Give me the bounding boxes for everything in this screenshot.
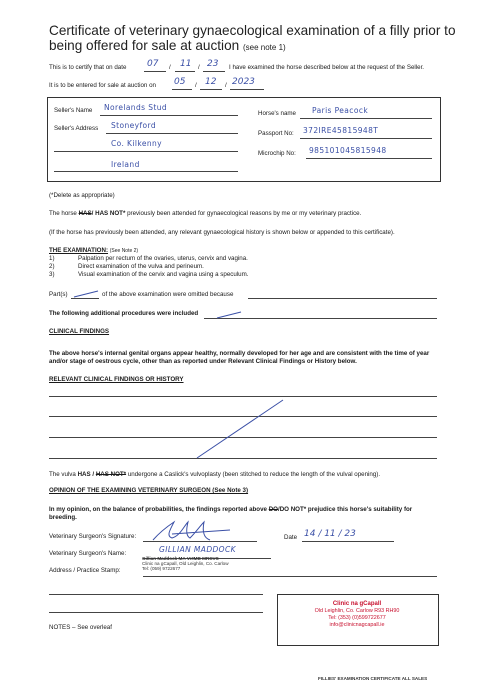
- previous-history-note: (If the horse has previously been attended, any relevant gynaecological history is shown below or appended to this certificate).: [49, 229, 395, 236]
- seller-address-line-3[interactable]: Ireland: [111, 160, 140, 169]
- clinical-statement-1: The above horse's internal genital organs appear healthy, normally developed for her age and are consistent with the time of year: [49, 350, 430, 357]
- seller-name-label: Seller's Name: [54, 107, 93, 114]
- certify-line: This is to certify that on date: [49, 64, 127, 71]
- passport-field[interactable]: 372IRE45815948T: [303, 126, 379, 135]
- vet-name-field[interactable]: GILLIAN MADDOCK: [159, 545, 236, 554]
- vet-signature[interactable]: [150, 518, 240, 544]
- sale-line: It is to be entered for sale at auction on: [49, 82, 156, 89]
- examination-item-1: 1) Palpation per rectum of the ovaries, uterus, cervix and vagina.: [49, 255, 248, 262]
- additional-label: The following additional procedures were included: [49, 310, 199, 317]
- title-line-2: being offered for sale at auction (see note 1): [49, 38, 286, 53]
- signature-label: Veterinary Surgeon's Signature:: [49, 533, 137, 540]
- sale-year[interactable]: 2023: [232, 77, 255, 87]
- signature-date[interactable]: 14 / 11 / 23: [304, 529, 356, 539]
- date-label: Date: [284, 534, 298, 541]
- certify-day[interactable]: 07: [147, 59, 159, 69]
- clinic-stamp: Clinic na gCapall Old Leighlin, Co. Carlow R93 RH90 Tel: (353) (0)599722677 info@clinicnagcapall.ie: [314, 601, 400, 628]
- additional-dash-mark: [216, 311, 242, 319]
- address-stamp-label: Address / Practice Stamp:: [49, 567, 121, 574]
- microchip-field[interactable]: 985101045815948: [309, 146, 387, 155]
- horse-name-label: Horse's name: [258, 110, 296, 117]
- seller-address-label: Seller's Address: [54, 125, 99, 132]
- clinical-statement-2: and/or stage of oestrous cycle, other than as reported under Relevant Clinical Findings or History below.: [49, 358, 357, 365]
- clinical-heading: CLINICAL FINDINGS: [49, 328, 110, 335]
- parts-text: of the above examination were omitted because: [102, 291, 234, 298]
- sale-day[interactable]: 05: [174, 77, 186, 87]
- certify-month[interactable]: 11: [180, 59, 192, 69]
- vulva-line: The vulva HAS / HAS NOT* undergone a Caslick's vulvoplasty (been stitched to reduce the length of the vulval opening).: [49, 471, 381, 478]
- parts-dash-mark: [73, 289, 99, 299]
- certify-year[interactable]: 23: [207, 59, 219, 69]
- seller-address-line-2[interactable]: Co. Kilkenny: [111, 139, 162, 148]
- certificate-page: Certificate of veterinary gynaecological examination of a filly prior to being offered for sale at auction (see note 1) This is to certify that on date 07 / 11 / 23 I have examined the horse described below at the request of the Seller. It is to be entered for sale at auction on 05 / 12 / 2023 Seller's Name Norelands Stud Seller's Address Stoneyford Co. Kilkenny Ireland Horse's name Paris Peacock Passport No: 372IRE45815948T Microchip No: 985101045815948 (*Delete as appropriate) The horse HAS/ HAS NOT* previously been attended for gynaecological reasons by me or my veterinary practice. (If the horse has previously been attended, any relevant gynaecological history is shown below or appended to this certificate). THE EXAMINATION: (See Note 2) 1) Palpation per rectum of the ovaries, uterus, cervix and vagina. 2) Direct examination of the vulva and perineum. 3) Visual examination of the cervix and vagina using a speculum. Part(s) of the above examination were omitted because The following additional procedures were included CLINICAL FINDINGS The above horse's internal genital organs appear healthy, normally developed for her age and are consistent with the time of year and/or stage of oestrous cycle, other than as reported under Relevant Clinical Findings or History below. RELEVANT CLINICAL FINDINGS OR HISTORY The vulva HAS / HAS NOT* undergone a Caslick's vulvoplasty (been stitched to reduce the length of the vulval opening). OPINION OF THE EXAMINING VETERINARY SURGEON (See Note 3) In my opinion, on the balance of probabilities, the findings reported above DO/DO NOT* prejudice this horse's suitability for breeding. Veterinary Surgeon's Signature: Date 14 / 11 / 23 Veterinary Surgeon's Name: GILLIAN MADDOCK Address / Practice Stamp: Gillian Maddock MA VetMB MRCVS Clinic na gCapall, Old Leighlin, Co. Carlow Tel: (059) 9722677 Clinic na gCapall Old Leighlin, Co. Carlow R93 RH90 Tel: (353) (0)599722677 info@clinicnagcapall.ie NOTES – See overleaf FILLIES' EXAMINATION CERTIFICATE ALL SALES: [49, 23, 456, 681]
- seller-address-line-1[interactable]: Stoneyford: [111, 121, 157, 130]
- opinion-line-1: In my opinion, on the balance of probabilities, the findings reported above DO/DO NOT* prejudice this horse's suitability for: [49, 506, 413, 513]
- footer-text: FILLIES' EXAMINATION CERTIFICATE ALL SALES: [318, 676, 428, 681]
- title-line-1: Certificate of veterinary gynaecological examination of a filly prior to: [49, 23, 456, 38]
- sale-month[interactable]: 12: [205, 77, 217, 87]
- delete-note: (*Delete as appropriate): [49, 192, 115, 199]
- examination-item-3: 3) Visual examination of the cervix and vagina using a speculum.: [49, 271, 249, 278]
- opinion-heading: OPINION OF THE EXAMINING VETERINARY SURGEON (See Note 3): [49, 487, 249, 494]
- previous-attendance-line: The horse HAS/ HAS NOT* previously been attended for gynaecological reasons by me or my veterinary practice.: [49, 210, 362, 217]
- document-title: [49, 23, 456, 55]
- relevant-findings-heading: RELEVANT CLINICAL FINDINGS OR HISTORY: [49, 376, 184, 383]
- title-note: (see note 1): [242, 43, 286, 52]
- notes-label: NOTES – See overleaf: [49, 624, 112, 631]
- parts-label: Part(s): [49, 291, 68, 298]
- certify-suffix: I have examined the horse described below at the request of the Seller.: [229, 64, 425, 71]
- seller-name-field[interactable]: Norelands Stud: [104, 103, 168, 112]
- examination-heading: THE EXAMINATION: (See Note 2): [49, 247, 139, 254]
- examination-item-2: 2) Direct examination of the vulva and perineum.: [49, 263, 204, 270]
- findings-line-1[interactable]: [49, 396, 437, 397]
- passport-label: Passport No:: [258, 130, 294, 137]
- findings-strike-mark: [195, 398, 285, 460]
- opinion-line-2: breeding.: [49, 514, 77, 521]
- horse-name-field[interactable]: Paris Peacock: [312, 106, 369, 115]
- practice-stamp: Gillian Maddock MA VetMB MRCVS Clinic na gCapall, Old Leighlin, Co. Carlow Tel: (059) 9722677: [142, 556, 229, 572]
- microchip-label: Microchip No:: [258, 150, 296, 157]
- vet-name-label: Veterinary Surgeon's Name:: [49, 550, 127, 557]
- parts-reason-field[interactable]: [248, 298, 437, 299]
